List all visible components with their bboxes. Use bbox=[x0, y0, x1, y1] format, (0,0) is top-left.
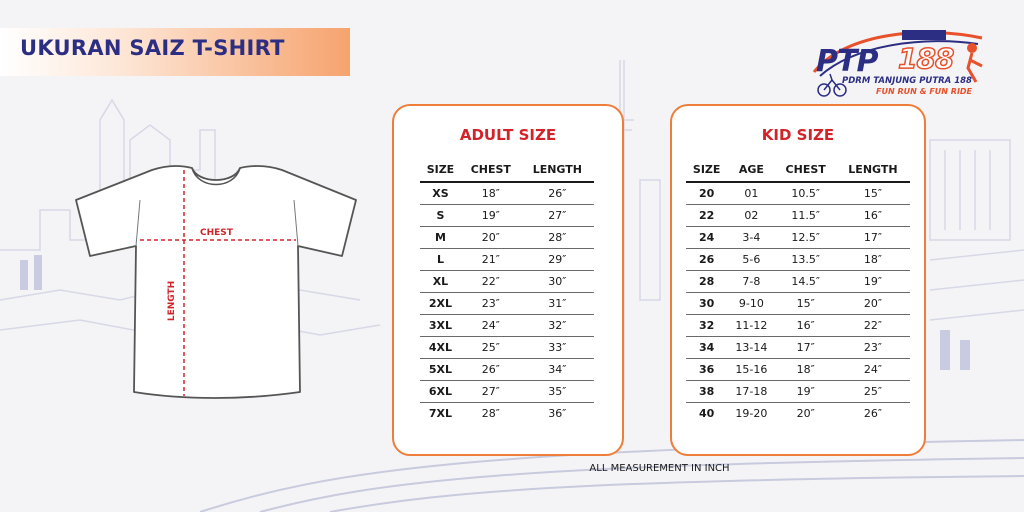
logo-number-text: 188 bbox=[898, 42, 954, 75]
value-cell: 10.5″ bbox=[775, 182, 835, 204]
value-cell: 16″ bbox=[775, 314, 835, 336]
value-cell: 26″ bbox=[863, 406, 882, 420]
value-cell: 17″ bbox=[836, 226, 910, 248]
table-row bbox=[420, 248, 594, 270]
value-cell: 29″ bbox=[521, 248, 594, 270]
adult-size-table bbox=[420, 158, 594, 424]
value-cell: 15″ bbox=[775, 292, 835, 314]
kid-size-card bbox=[670, 104, 926, 456]
value-cell: 19″ bbox=[461, 204, 521, 226]
table-row bbox=[420, 402, 594, 424]
value-cell: 25″ bbox=[461, 336, 521, 358]
table-row bbox=[420, 314, 594, 336]
value-cell: 22″ bbox=[836, 314, 910, 336]
value-cell: 13-14 bbox=[727, 336, 775, 358]
table-row bbox=[686, 226, 910, 248]
table-row bbox=[686, 336, 910, 358]
value-cell: 27″ bbox=[521, 204, 594, 226]
value-cell: 28″ bbox=[481, 406, 500, 420]
logo-subtitle: PDRM TANJUNG PUTRA 188 bbox=[842, 76, 972, 86]
table-row bbox=[686, 314, 910, 336]
value-cell: 9-10 bbox=[727, 292, 775, 314]
value-cell: 12.5″ bbox=[775, 226, 835, 248]
size-cell: 40 bbox=[699, 406, 715, 420]
logo-tagline: FUN RUN & FUN RIDE bbox=[876, 87, 973, 96]
value-cell: 18″ bbox=[775, 358, 835, 380]
table-row bbox=[420, 226, 594, 248]
value-cell: 28″ bbox=[521, 226, 594, 248]
size-cell: 2XL bbox=[420, 292, 461, 314]
size-cell: XL bbox=[420, 270, 461, 292]
value-cell: 18″ bbox=[461, 182, 521, 204]
size-cell: 3XL bbox=[420, 314, 461, 336]
chest-label: CHEST bbox=[200, 228, 233, 238]
measurement-footnote: ALL MEASUREMENT IN INCH bbox=[589, 463, 730, 474]
value-cell: 26″ bbox=[521, 182, 594, 204]
size-cell: 28 bbox=[686, 270, 727, 292]
size-cell: L bbox=[420, 248, 461, 270]
column-header: SIZE bbox=[686, 158, 727, 182]
size-cell: 5XL bbox=[420, 358, 461, 380]
value-cell: 32″ bbox=[521, 314, 594, 336]
value-cell: 24″ bbox=[836, 358, 910, 380]
value-cell: 27″ bbox=[461, 380, 521, 402]
adult-size-card bbox=[392, 104, 624, 456]
size-cell: 24 bbox=[686, 226, 727, 248]
adult-table-body bbox=[420, 182, 594, 424]
value-cell: 14.5″ bbox=[775, 270, 835, 292]
value-cell: 23″ bbox=[836, 336, 910, 358]
value-cell: 31″ bbox=[521, 292, 594, 314]
value-cell: 02 bbox=[727, 204, 775, 226]
table-row bbox=[686, 380, 910, 402]
value-cell: 33″ bbox=[521, 336, 594, 358]
value-cell: 5-6 bbox=[727, 248, 775, 270]
value-cell: 19″ bbox=[836, 270, 910, 292]
adult-size-title: ADULT SIZE bbox=[459, 126, 557, 144]
value-cell: 19″ bbox=[775, 380, 835, 402]
length-label: LENGTH bbox=[167, 280, 178, 322]
value-cell: 17″ bbox=[775, 336, 835, 358]
size-cell: 20 bbox=[686, 182, 727, 204]
measurement-lines bbox=[74, 160, 358, 400]
size-cell: 7XL bbox=[428, 406, 453, 420]
size-cell: 4XL bbox=[420, 336, 461, 358]
column-header: CHEST bbox=[775, 158, 835, 182]
table-row bbox=[686, 248, 910, 270]
value-cell: 3-4 bbox=[727, 226, 775, 248]
table-row bbox=[420, 292, 594, 314]
value-cell: 15-16 bbox=[727, 358, 775, 380]
size-cell: 32 bbox=[686, 314, 727, 336]
value-cell: 17-18 bbox=[727, 380, 775, 402]
column-header: SIZE bbox=[420, 158, 461, 182]
value-cell: 01 bbox=[727, 182, 775, 204]
value-cell: 15″ bbox=[836, 182, 910, 204]
table-row bbox=[420, 204, 594, 226]
value-cell: 26″ bbox=[461, 358, 521, 380]
logo-ptp-text: PTP bbox=[816, 44, 878, 79]
page-title: UKURAN SAIZ T-SHIRT bbox=[20, 36, 285, 60]
size-cell: 22 bbox=[686, 204, 727, 226]
table-row bbox=[420, 358, 594, 380]
event-logo bbox=[806, 22, 990, 102]
kid-size-table bbox=[686, 158, 910, 424]
value-cell: 22″ bbox=[461, 270, 521, 292]
value-cell: 16″ bbox=[836, 204, 910, 226]
value-cell: 36″ bbox=[548, 406, 567, 420]
size-cell: 6XL bbox=[420, 380, 461, 402]
value-cell: 30″ bbox=[521, 270, 594, 292]
value-cell: 7-8 bbox=[727, 270, 775, 292]
size-cell: XS bbox=[420, 182, 461, 204]
table-row bbox=[686, 182, 910, 204]
value-cell: 13.5″ bbox=[775, 248, 835, 270]
table-row bbox=[686, 358, 910, 380]
size-cell: 34 bbox=[686, 336, 727, 358]
size-cell: S bbox=[420, 204, 461, 226]
value-cell: 24″ bbox=[461, 314, 521, 336]
size-cell: 38 bbox=[686, 380, 727, 402]
table-row bbox=[420, 336, 594, 358]
table-row bbox=[686, 402, 910, 424]
table-header-row bbox=[420, 158, 594, 182]
size-cell: M bbox=[420, 226, 461, 248]
value-cell: 34″ bbox=[521, 358, 594, 380]
table-row bbox=[686, 270, 910, 292]
value-cell: 20″ bbox=[461, 226, 521, 248]
size-cell: 30 bbox=[686, 292, 727, 314]
value-cell: 11.5″ bbox=[775, 204, 835, 226]
column-header: AGE bbox=[727, 158, 775, 182]
column-header: LENGTH bbox=[836, 158, 910, 182]
value-cell: 18″ bbox=[836, 248, 910, 270]
value-cell: 35″ bbox=[521, 380, 594, 402]
table-row bbox=[420, 270, 594, 292]
column-header: LENGTH bbox=[521, 158, 594, 182]
size-cell: 36 bbox=[686, 358, 727, 380]
table-row bbox=[686, 204, 910, 226]
value-cell: 23″ bbox=[461, 292, 521, 314]
size-cell: 26 bbox=[686, 248, 727, 270]
kid-size-title: KID SIZE bbox=[761, 126, 835, 144]
value-cell: 20″ bbox=[836, 292, 910, 314]
column-header: CHEST bbox=[461, 158, 521, 182]
value-cell: 21″ bbox=[461, 248, 521, 270]
table-row bbox=[686, 292, 910, 314]
value-cell: 19-20 bbox=[735, 406, 768, 420]
table-header-row bbox=[686, 158, 910, 182]
value-cell: 25″ bbox=[836, 380, 910, 402]
table-row bbox=[420, 182, 594, 204]
table-row bbox=[420, 380, 594, 402]
value-cell: 11-12 bbox=[727, 314, 775, 336]
value-cell: 20″ bbox=[796, 406, 815, 420]
kid-table-body bbox=[686, 182, 910, 424]
